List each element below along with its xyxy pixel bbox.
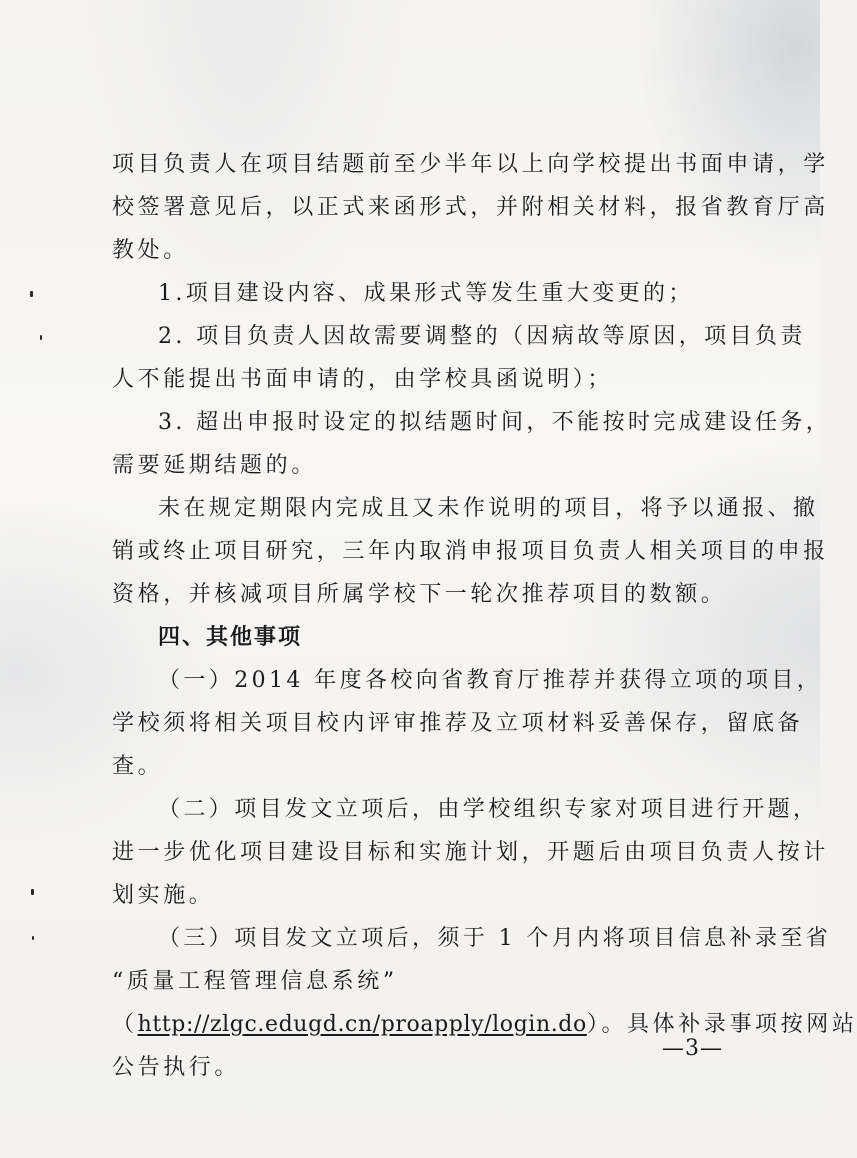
list-item-text: 2. 项目负责人因故需要调整的（因病故等原因，项目负责 [158,324,806,349]
paragraph-text: 项目负责人在项目结题前至少半年以上向学校提出书面申请，学 [112,152,829,177]
scan-speck [40,335,42,340]
list-item-text: 1.项目建设内容、成果形式等发生重大变更的； [158,281,694,306]
paragraph-text: 学校须将相关项目校内评审推荐及立项材料妥善保存，留底备 [112,711,804,736]
paragraph-text: （一）2014 年度各校向省教育厅推荐并获得立项的项目， [158,668,823,693]
paragraph-text: ）。具体补录事项按网站 [586,1012,857,1037]
list-item-text: 人不能提出书面申请的，由学校具函说明）； [112,367,614,392]
url-line [112,1010,857,1040]
paragraph-text: 教处。 [112,238,189,263]
system-name: “质量工程管理信息系统” [112,969,398,994]
paragraph-text: 资格，并核减项目所属学校下一轮次推荐项目的数额。 [112,582,727,607]
paragraph-text: 查。 [112,754,164,779]
paragraph-text: 进一步优化项目建设目标和实施计划，开题后由项目负责人按计 [112,840,829,865]
scan-speck [30,291,33,297]
paragraph-text: （二）项目发文立项后，由学校组织专家对项目进行开题， [158,797,819,822]
paragraph-text: 销或终止项目研究，三年内取消申报项目负责人相关项目的申报 [112,539,829,564]
scan-speck [32,936,34,940]
paragraph-text: 未在规定期限内完成且又未作说明的项目，将予以通报、撤 [158,496,819,521]
scan-speck [31,889,34,895]
page-number: —3— [662,1036,723,1061]
paragraph-text: （三）项目发文立项后，须于 1 个月内将项目信息补录至省 [158,926,832,951]
login-url-link[interactable]: http://zlgc.edugd.cn/proapply/login.do [137,1012,587,1037]
paragraph-text: 划实施。 [112,883,215,908]
list-item-text: 需要延期结题的。 [112,453,317,478]
list-item-text: 3. 超出申报时设定的拟结题时间，不能按时完成建设任务， [158,410,832,435]
open-paren: （ [112,1012,138,1037]
paragraph-text: 公告执行。 [112,1055,241,1080]
section-heading-text: 四、其他事项 [158,625,303,650]
paragraph-text: 校签署意见后，以正式来函形式，并附相关材料，报省教育厅高 [112,195,829,220]
